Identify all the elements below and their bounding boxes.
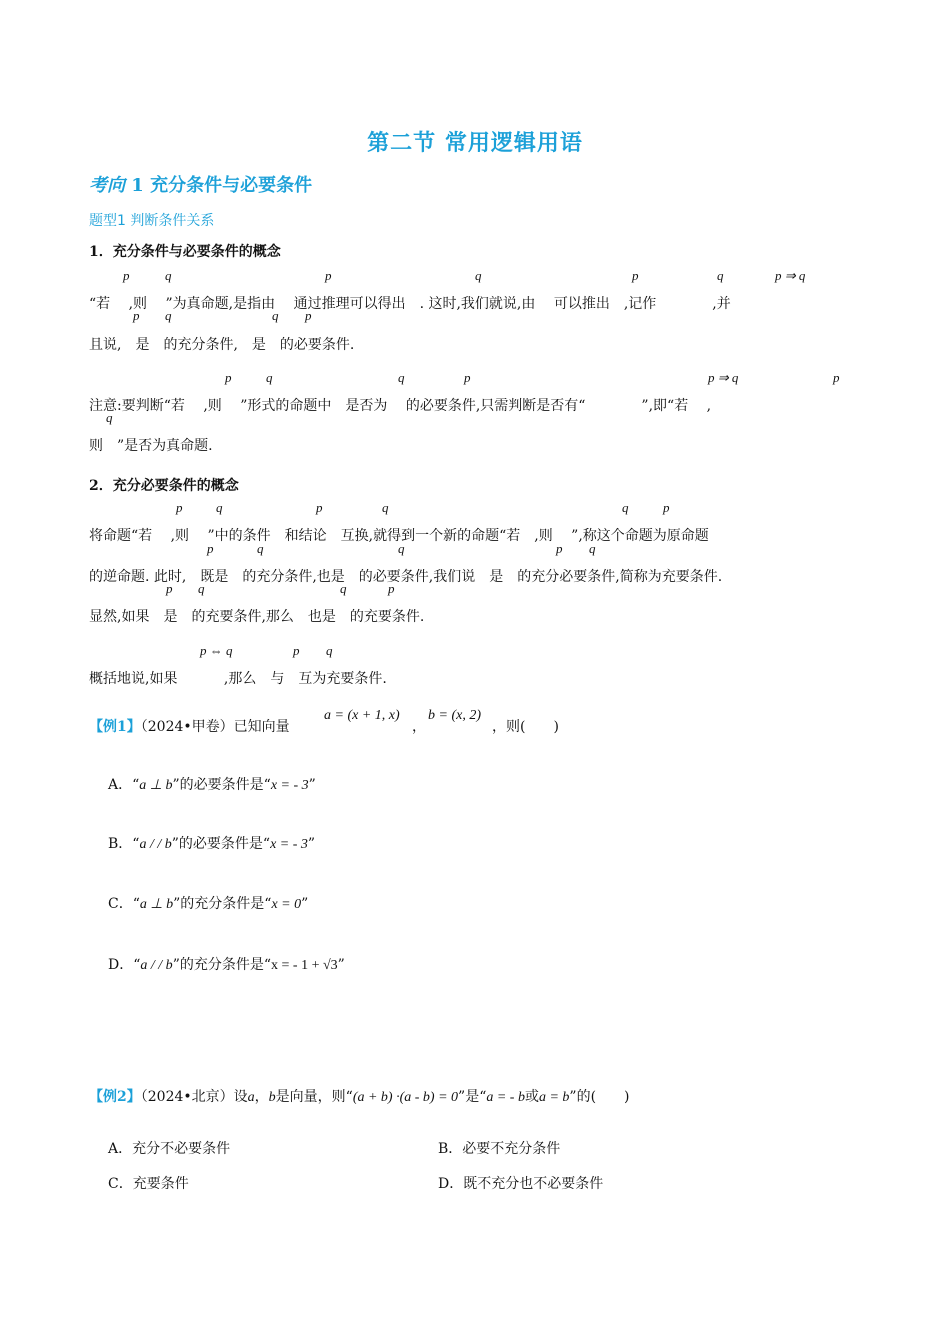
var-q: q <box>717 268 724 283</box>
var-q: q <box>266 370 273 385</box>
var-p: p <box>133 308 140 323</box>
var-p: p <box>663 500 670 515</box>
option-value: x = - 3 <box>270 837 308 852</box>
var-q: q <box>475 268 482 283</box>
option-letter: D． <box>108 957 134 973</box>
option-letter: B． <box>108 836 133 852</box>
option-text: 必要不充分条件 <box>462 1141 561 1157</box>
var-q: q <box>165 308 172 323</box>
var-q: q <box>382 500 389 515</box>
var-q: q <box>198 581 205 596</box>
paragraph-line: 显然,如果 是 的充要条件,那么 也是 的充要条件. <box>89 609 425 625</box>
option-b[interactable]: B．“a / / b”的必要条件是“x = - 3” <box>108 836 316 852</box>
option-c[interactable] <box>108 1173 189 1193</box>
var-p: p <box>176 500 183 515</box>
section-label: 充分条件与必要条件 <box>150 175 313 196</box>
section-num: 1 <box>131 175 144 196</box>
or-text: 或 <box>524 1089 539 1105</box>
option-condition: a ⊥ b <box>139 897 174 912</box>
paragraph-line: 的逆命题. 此时, 既是 的充分条件,也是 的必要条件,我们说 是 的充分必要条件,简称为充要条件. <box>89 569 723 585</box>
iff-expr: p ⇔ q <box>200 643 233 658</box>
var-p: p <box>166 581 173 596</box>
var-p: p <box>632 268 639 283</box>
option-condition: a ⊥ b <box>139 778 173 793</box>
page-title: 第二节 常用逻辑用语 <box>367 131 583 156</box>
option-value: x = - 3 <box>270 778 309 793</box>
option-text: 的充分条件是 <box>180 896 265 912</box>
option-letter: A． <box>108 777 133 793</box>
option-letter: D． <box>438 1176 464 1192</box>
question-bracket: ”的( ) <box>569 1089 630 1105</box>
option-letter: A． <box>108 1141 133 1157</box>
paragraph-line: 注意:要判断“若 ,则 ”形式的命题中 是否为 的必要条件,只需判断是否有“ ”,即“若 , <box>89 398 712 414</box>
paragraph-line: 则 ”是否为真命题. <box>89 438 213 454</box>
var-p: p <box>123 268 130 283</box>
subtype-heading: 题型1 判断条件关系 <box>89 213 215 229</box>
comma: ， <box>254 1089 269 1105</box>
var-q: q <box>398 541 405 556</box>
question-bracket: ，则( ) <box>492 719 559 735</box>
var-q: q <box>106 410 113 425</box>
paragraph-line: 将命题“若 ,则 ”中的条件 和结论 互换,就得到一个新的命题“若 ,则 ”,称这个命题为原命题 <box>89 528 709 544</box>
var-a: a <box>247 1090 255 1105</box>
var-p: p <box>225 370 232 385</box>
option-value: x = 0 <box>271 897 302 912</box>
option-d[interactable]: D．“a / / b”的充分条件是“x = - 1 + √3” <box>108 957 345 973</box>
example-source: （2024•北京）设 <box>140 1089 248 1105</box>
var-p: p <box>556 541 563 556</box>
var-p: p <box>316 500 323 515</box>
option-b[interactable] <box>438 1138 560 1158</box>
var-q: q <box>216 500 223 515</box>
var-q: q <box>272 308 279 323</box>
section-prefix: 考向 <box>89 175 125 196</box>
example-source: （2024•甲卷）已知向量 <box>140 719 290 735</box>
example-1-stem <box>89 716 290 736</box>
option-letter: C． <box>108 896 133 912</box>
option-a[interactable]: A．“a ⊥ b”的必要条件是“x = - 3” <box>108 777 316 793</box>
option-letter: C． <box>108 1176 133 1192</box>
vector-b-expr: b = (x, 2) <box>428 708 481 723</box>
var-q: q <box>340 581 347 596</box>
var-b: b <box>268 1090 276 1105</box>
stem-text: 是向量，则“ <box>275 1089 353 1105</box>
implies-expr: p ⇒ q <box>708 370 739 385</box>
option-condition: a / / b <box>140 958 173 973</box>
var-p: p <box>207 541 214 556</box>
option-text: 充分不必要条件 <box>132 1141 231 1157</box>
option-letter: B． <box>438 1141 463 1157</box>
var-p: p <box>464 370 471 385</box>
vector-a-expr: a = (x + 1, x) <box>324 708 400 723</box>
example-tag: 【例2】 <box>89 1089 141 1105</box>
option-a[interactable] <box>108 1138 230 1158</box>
concept-heading-2: 2．充分必要条件的概念 <box>89 478 239 494</box>
dot-product-expr: (a + b) ·(a - b) = 0 <box>352 1090 459 1105</box>
section-heading <box>89 171 312 197</box>
paragraph-line: “若 ,则 ”为真命题,是指由 通过推理可以得出 . 这时,我们就说,由 可以推出 ,记作 ,并 <box>89 296 731 312</box>
var-p: p <box>388 581 395 596</box>
option-d[interactable] <box>438 1173 603 1193</box>
option-condition: a / / b <box>139 837 172 852</box>
var-q: q <box>257 541 264 556</box>
option-value: x = - 1 + √3 <box>271 958 338 973</box>
var-q: q <box>622 500 629 515</box>
condition-expr: a = - b <box>486 1090 525 1105</box>
option-text: 的充分条件是 <box>179 957 264 973</box>
var-q: q <box>398 370 405 385</box>
condition-expr: a = b <box>538 1090 570 1105</box>
implies-expr: p ⇒ q <box>775 268 806 283</box>
var-q: q <box>589 541 596 556</box>
option-text: 既不充分也不必要条件 <box>463 1176 604 1192</box>
concept-heading-1: 1．充分条件与必要条件的概念 <box>89 244 281 260</box>
var-p: p <box>293 643 300 658</box>
option-text: 充要条件 <box>132 1176 189 1192</box>
paragraph-line: 且说, 是 的充分条件, 是 的必要条件. <box>89 337 355 353</box>
var-p: p <box>833 370 840 385</box>
var-q: q <box>326 643 333 658</box>
stem-text: ”是“ <box>458 1089 487 1105</box>
option-text: 的必要条件是 <box>179 777 264 793</box>
var-p: p <box>305 308 312 323</box>
comma: ， <box>412 719 426 735</box>
option-c[interactable]: C．“a ⊥ b”的充分条件是“x = 0” <box>108 896 309 912</box>
option-text: 的必要条件是 <box>178 836 263 852</box>
example-tag: 【例1】 <box>89 719 141 735</box>
var-p: p <box>325 268 332 283</box>
example-2-stem <box>89 1086 630 1106</box>
paragraph-line: 概括地说,如果 ,那么 与 互为充要条件. <box>89 671 387 687</box>
var-q: q <box>165 268 172 283</box>
